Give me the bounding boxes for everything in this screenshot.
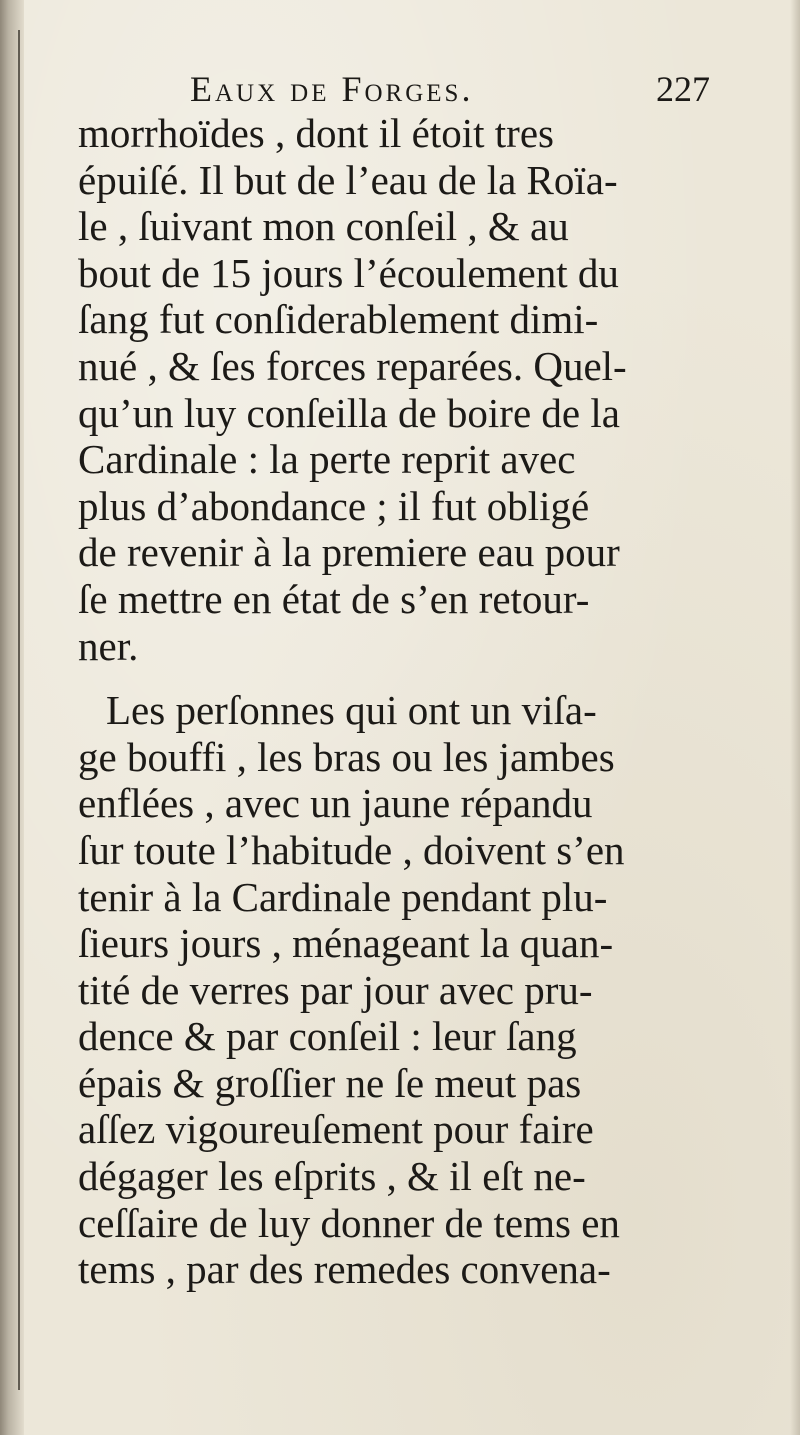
- page-edge-shadow: [790, 0, 800, 1435]
- text-line: bout de 15 jours l’écoulement du: [78, 249, 619, 296]
- text-line: ſieurs jours , ménageant la quan-: [78, 920, 614, 967]
- paragraph-gap: [78, 669, 696, 687]
- text-line: plus d’abondance ; il fut obligé: [78, 482, 590, 529]
- text-line: dégager les eſprits , & il eſt ne-: [78, 1153, 586, 1200]
- text-line: Cardinale : la perte reprit avec: [78, 436, 576, 483]
- text-line: qu’un luy conſeilla de boire de la: [78, 389, 620, 436]
- text-line: de revenir à la premiere eau pour: [78, 529, 620, 576]
- running-head: [80, 68, 720, 112]
- binding-fold-line: [18, 30, 20, 1390]
- text-line: dence & par conſeil : leur ſang: [78, 1013, 577, 1060]
- text-line: aſſez vigoureuſement pour faire: [78, 1106, 594, 1153]
- text-line: ſur toute l’habitude , doivent s’en: [78, 826, 625, 873]
- text-line: nué , & ſes forces reparées. Quel-: [78, 342, 627, 389]
- text-line: tenir à la Cardinale pendant plu-: [78, 873, 608, 920]
- text-line: Les perſonnes qui ont un viſa-: [106, 687, 597, 734]
- text-line: ſang fut conſiderablement dimi-: [78, 296, 599, 343]
- text-line: épuiſé. Il but de l’eau de la Roïa-: [78, 156, 618, 203]
- text-line: le , ſuivant mon conſeil , & au: [78, 203, 569, 250]
- text-line: ge bouffi , les bras ou les jambes: [78, 733, 615, 780]
- text-line: morrhoïdes , dont il étoit tres: [78, 110, 554, 156]
- text-line: enflées , avec un jaune répandu: [78, 780, 593, 827]
- page-number: 227: [656, 69, 710, 109]
- paragraph-1: [78, 110, 696, 669]
- page-binding-shadow: [0, 0, 24, 1435]
- text-line: ner.: [78, 622, 139, 669]
- running-head-title: Eaux de Forges.: [190, 69, 474, 109]
- text-line: tems , par des remedes convena-: [78, 1246, 611, 1293]
- body-text: [78, 110, 696, 1293]
- text-line: ceſſaire de luy donner de tems en: [78, 1199, 620, 1246]
- paragraph-2: [78, 687, 696, 1293]
- text-line: épais & groſſier ne ſe meut pas: [78, 1059, 582, 1106]
- text-line: ſe mettre en état de s’en retour-: [78, 575, 590, 622]
- text-line: tité de verres par jour avec pru-: [78, 966, 593, 1013]
